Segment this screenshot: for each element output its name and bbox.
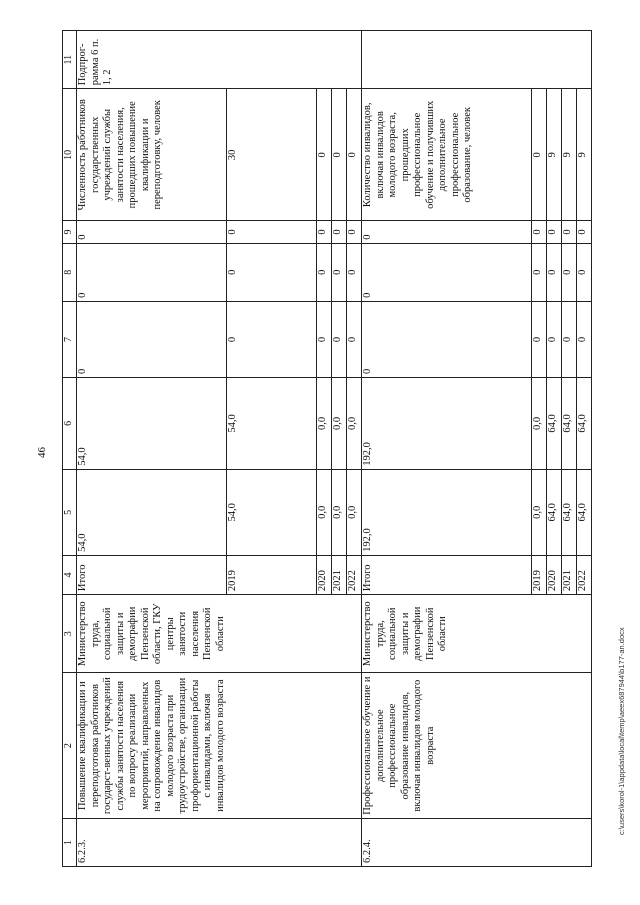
program-table [62,30,592,867]
item-executor: Министерство труда, социальной защиты и демографии Пензенской области [362,595,592,673]
value-cell: 54,0 [227,377,317,469]
target-cell: 0 [347,89,362,221]
value-cell: 0,0 [532,469,547,555]
footer-file-path: c:\users\korol-1\appdata\local\temp\aeex687944\b177-an.docx [617,627,626,835]
year-cell: Итого [362,555,532,594]
value-cell: 64,0 [577,377,592,469]
value-cell: 0 [77,221,227,243]
col-header: 7 [63,301,77,377]
value-cell: 64,0 [547,377,562,469]
value-cell: 0,0 [332,469,347,555]
value-cell: 0 [562,221,577,243]
value-cell: 192,0 [362,377,532,469]
value-cell: 0 [362,221,532,243]
value-cell: 0,0 [317,469,332,555]
target-cell: 9 [562,89,577,221]
value-cell: 64,0 [547,469,562,555]
value-cell: 0,0 [532,377,547,469]
item-name: Профессиональное обучение и дополнительное профессиональное образование инвалидов, включая инвалидов молодого возраста [362,673,592,818]
item-executor: Министерство труда, социальной защиты и демографии Пензенской области, ГКУ центры занятости населения Пензенской области [77,595,362,673]
year-cell: 2022 [347,555,362,594]
table-row [362,31,532,867]
value-cell: 0 [332,301,347,377]
col-header: 1 [63,818,77,866]
year-cell: 2022 [577,555,592,594]
value-cell: 0 [347,301,362,377]
value-cell: 0 [362,301,532,377]
target-cell: 9 [577,89,592,221]
col-header: 3 [63,595,77,673]
value-cell: 0 [547,221,562,243]
value-cell: 54,0 [77,469,227,555]
value-cell: 0 [347,221,362,243]
col-header: 4 [63,555,77,594]
value-cell: 0 [317,243,332,301]
value-cell: 0 [547,243,562,301]
column-number-row [63,31,77,867]
col-header: 5 [63,469,77,555]
item-name: Повышение квалификации и переподготовка работников государст-венных учреждений службы занятости населения по вопросу реализации мероприятий, направленных на сопровождение инвалидов молодого возраста при трудоустройстве, организации профориентационной работы с инвалидами, включая инвалидов молодого возраста [77,673,362,818]
item-number: 6.2.4. [362,818,592,866]
value-cell: 0 [362,243,532,301]
col-header: 10 [63,89,77,221]
value-cell: 0 [347,243,362,301]
value-cell: 64,0 [577,469,592,555]
value-cell: 0 [332,221,347,243]
value-cell: 0 [532,301,547,377]
col-header: 9 [63,221,77,243]
value-cell: 0,0 [317,377,332,469]
year-cell: 2021 [562,555,577,594]
value-cell: 0,0 [332,377,347,469]
year-cell: 2020 [317,555,332,594]
value-cell: 0 [317,301,332,377]
table-row [77,31,227,867]
subprogram-cell [362,31,592,89]
value-cell: 54,0 [227,469,317,555]
value-cell: 0 [547,301,562,377]
target-cell: 9 [547,89,562,221]
indicator-cell: Численность работников государственных учреждений службы занятости населения, прошедших повышение квалификации и переподготовку, человек [77,89,227,221]
target-cell: 30 [227,89,317,221]
value-cell: 0 [77,243,227,301]
value-cell: 0 [577,243,592,301]
value-cell: 0 [562,243,577,301]
value-cell: 0 [77,301,227,377]
year-cell: 2019 [532,555,547,594]
subprogram-cell: Подпрог-рамма 6 п. 1, 2 [77,31,362,89]
value-cell: 64,0 [562,469,577,555]
value-cell: 0 [562,301,577,377]
target-cell: 0 [317,89,332,221]
target-cell: 0 [532,89,547,221]
value-cell: 0 [317,221,332,243]
indicator-cell: Количество инвалидов, включая инвалидов молодого возраста, прошедших профессиональное обучение и получивших дополнительное профессиональное образование, человек [362,89,532,221]
year-cell: 2019 [227,555,317,594]
col-header: 11 [63,31,77,89]
value-cell: 54,0 [77,377,227,469]
value-cell: 192,0 [362,469,532,555]
target-cell: 0 [332,89,347,221]
year-cell: 2020 [547,555,562,594]
value-cell: 0 [227,221,317,243]
col-header: 2 [63,673,77,818]
value-cell: 0,0 [347,377,362,469]
item-number: 6.2.3. [77,818,362,866]
value-cell: 64,0 [562,377,577,469]
value-cell: 0,0 [347,469,362,555]
value-cell: 0 [577,221,592,243]
year-cell: 2021 [332,555,347,594]
value-cell: 0 [227,243,317,301]
page-number: 46 [36,447,48,458]
value-cell: 0 [577,301,592,377]
col-header: 6 [63,377,77,469]
value-cell: 0 [532,221,547,243]
value-cell: 0 [227,301,317,377]
value-cell: 0 [332,243,347,301]
year-cell: Итого [77,555,227,594]
col-header: 8 [63,243,77,301]
value-cell: 0 [532,243,547,301]
